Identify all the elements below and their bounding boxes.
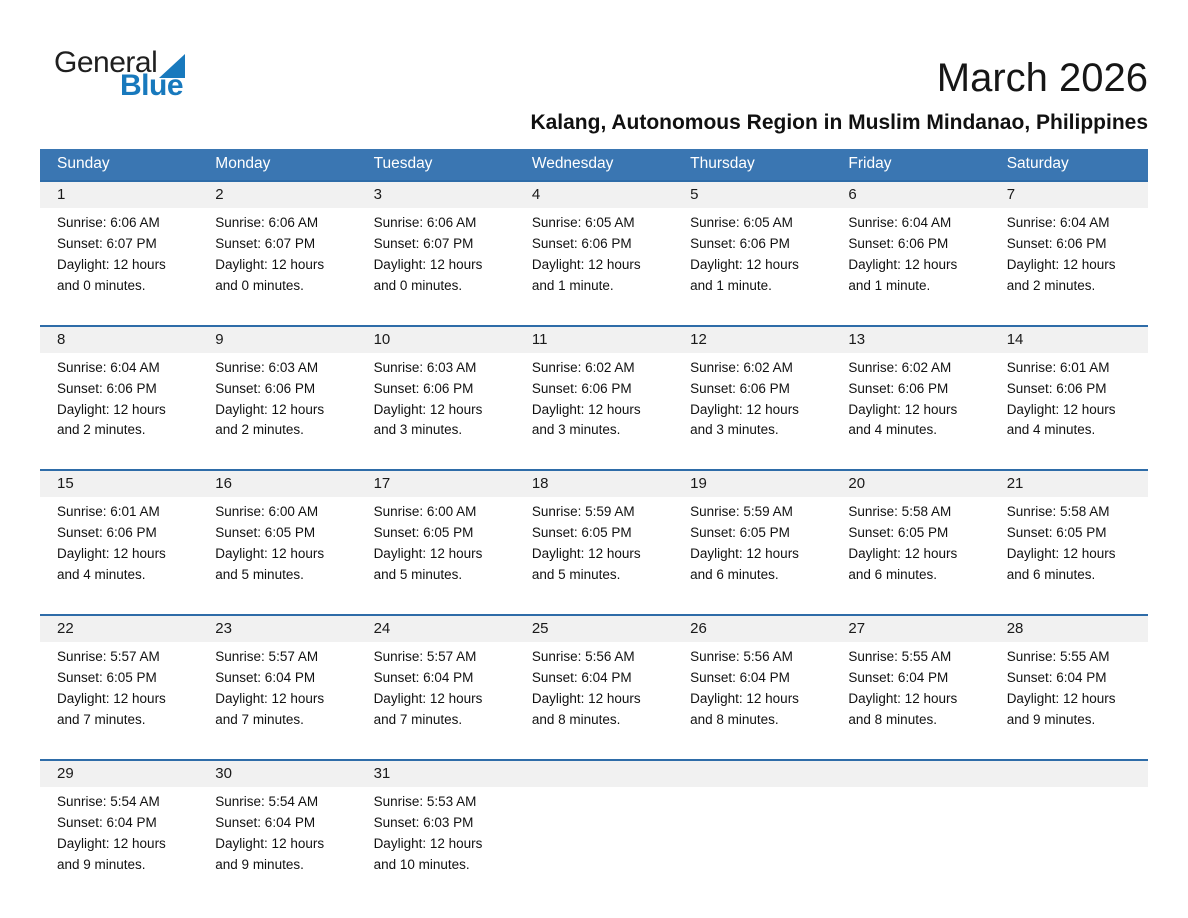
day-cell-15 [40,470,198,615]
daylight-text: Daylight: 12 hours and 10 minutes. [373,835,483,872]
day-number: 11 [515,327,673,353]
sunrise-text: Sunrise: 5:55 AM [848,649,952,665]
sunset-text: Sunset: 6:06 PM [57,525,157,541]
day-cell-14 [990,326,1148,471]
weekday-header-row [40,149,1148,181]
day-number: 12 [673,327,831,353]
sunrise-text: Sunrise: 5:58 AM [848,504,952,520]
day-number: 2 [198,182,356,208]
week-row [40,326,1148,471]
sunset-text: Sunset: 6:06 PM [1006,235,1107,251]
day-details [40,208,198,325]
day-cell-11 [515,326,673,471]
sunrise-text: Sunrise: 6:05 AM [531,215,635,230]
day-number-empty [515,761,673,787]
day-details [831,353,989,470]
daylight-text: Daylight: 12 hours and 8 minutes. [848,690,958,727]
sunset-text: Sunset: 6:07 PM [215,235,316,251]
week-row [40,181,1148,326]
daylight-text: Daylight: 12 hours and 0 minutes. [373,256,483,293]
day-number: 26 [673,616,831,642]
sunrise-text: Sunrise: 6:02 AM [690,359,793,375]
day-number: 3 [357,182,515,208]
day-number: 22 [40,616,198,642]
day-details [831,642,989,759]
weekday-header-monday: Monday [198,149,356,181]
sunrise-text: Sunrise: 6:06 AM [215,215,319,230]
daylight-text: Daylight: 12 hours and 5 minutes. [215,546,325,583]
day-details [990,497,1148,614]
day-number: 27 [831,616,989,642]
day-number: 9 [198,327,356,353]
daylight-text: Daylight: 12 hours and 5 minutes. [373,546,483,583]
day-cell-8 [40,326,198,471]
day-details [515,208,673,325]
sunrise-text: Sunrise: 6:00 AM [215,504,319,520]
day-details [673,353,831,470]
day-details [831,497,989,614]
daylight-text: Daylight: 12 hours and 9 minutes. [57,835,166,872]
day-number: 18 [515,471,673,497]
sunrise-text: Sunrise: 6:02 AM [848,359,952,375]
day-number: 29 [40,761,198,787]
daylight-text: Daylight: 12 hours and 9 minutes. [215,835,325,872]
daylight-text: Daylight: 12 hours and 9 minutes. [1006,690,1116,727]
day-details [357,208,515,325]
sunset-text: Sunset: 6:06 PM [848,235,949,251]
sunset-text: Sunset: 6:07 PM [373,235,474,251]
weekday-header-sunday: Sunday [40,149,198,181]
day-cell-25 [515,615,673,760]
sunset-text: Sunset: 6:07 PM [57,235,157,251]
day-cell-27 [831,615,989,760]
daylight-text: Daylight: 12 hours and 2 minutes. [57,401,166,438]
sunrise-text: Sunrise: 5:53 AM [373,793,477,809]
week-row [40,760,1148,904]
day-number-empty [831,761,989,787]
day-cell-28 [990,615,1148,760]
day-number: 19 [673,471,831,497]
sunrise-text: Sunrise: 6:03 AM [373,359,477,375]
sunset-text: Sunset: 6:06 PM [215,380,316,396]
weekday-header-thursday: Thursday [673,149,831,181]
page-header [40,0,1148,101]
daylight-text: Daylight: 12 hours and 6 minutes. [848,546,958,583]
daylight-text: Daylight: 12 hours and 4 minutes. [848,401,958,438]
sunrise-text: Sunrise: 5:59 AM [690,504,793,520]
sunrise-text: Sunrise: 6:04 AM [57,359,160,375]
day-details [198,208,356,325]
sunrise-text: Sunrise: 5:54 AM [57,793,160,809]
day-details [40,642,198,759]
weekday-header-friday: Friday [831,149,989,181]
sunrise-text: Sunrise: 5:58 AM [1006,504,1110,520]
day-details [673,497,831,614]
day-cell-9 [198,326,356,471]
daylight-text: Daylight: 12 hours and 3 minutes. [531,401,641,438]
day-cell-empty [515,760,673,904]
day-details [198,353,356,470]
day-cell-23 [198,615,356,760]
day-details [831,208,989,325]
calendar-header [40,149,1148,181]
sunset-text: Sunset: 6:03 PM [373,814,474,830]
sunset-text: Sunset: 6:05 PM [57,669,157,685]
day-number-empty [990,761,1148,787]
day-number: 7 [990,182,1148,208]
day-cell-31 [357,760,515,904]
day-cell-empty [673,760,831,904]
sunset-text: Sunset: 6:06 PM [57,380,157,396]
sunset-text: Sunset: 6:06 PM [848,380,949,396]
sunrise-text: Sunrise: 6:06 AM [57,215,160,230]
daylight-text: Daylight: 12 hours and 5 minutes. [531,546,641,583]
sunrise-text: Sunrise: 6:03 AM [215,359,319,375]
day-cell-26 [673,615,831,760]
day-number: 17 [357,471,515,497]
calendar-body [40,181,1148,903]
day-number: 23 [198,616,356,642]
sunset-text: Sunset: 6:05 PM [531,525,632,541]
day-cell-empty [831,760,989,904]
day-cell-19 [673,470,831,615]
day-number-empty [673,761,831,787]
day-cell-10 [357,326,515,471]
logo-word-general: General [54,46,158,79]
weekday-header-saturday: Saturday [990,149,1148,181]
daylight-text: Daylight: 12 hours and 0 minutes. [215,256,325,293]
sunrise-text: Sunrise: 5:54 AM [215,793,319,809]
day-details [198,787,356,904]
day-details [515,353,673,470]
sunrise-text: Sunrise: 6:00 AM [373,504,477,520]
day-number: 14 [990,327,1148,353]
logo-word-blue: Blue [120,69,184,102]
sunset-text: Sunset: 6:04 PM [531,669,632,685]
day-number: 15 [40,471,198,497]
daylight-text: Daylight: 12 hours and 4 minutes. [1006,401,1116,438]
daylight-text: Daylight: 12 hours and 7 minutes. [373,690,483,727]
day-number: 6 [831,182,989,208]
day-cell-12 [673,326,831,471]
day-cell-6 [831,181,989,326]
sunset-text: Sunset: 6:05 PM [690,525,790,541]
day-cell-empty [990,760,1148,904]
sunset-text: Sunset: 6:05 PM [373,525,474,541]
sunrise-text: Sunrise: 5:55 AM [1006,649,1110,665]
sunset-text: Sunset: 6:04 PM [690,669,790,685]
sunrise-text: Sunrise: 6:02 AM [531,359,635,375]
daylight-text: Daylight: 12 hours and 3 minutes. [373,401,483,438]
day-cell-3 [357,181,515,326]
day-details [990,208,1148,325]
daylight-text: Daylight: 12 hours and 1 minute. [690,256,799,293]
day-cell-2 [198,181,356,326]
sunset-text: Sunset: 6:06 PM [531,235,632,251]
sunrise-text: Sunrise: 6:01 AM [57,504,160,520]
day-cell-22 [40,615,198,760]
day-number: 10 [357,327,515,353]
sunset-text: Sunset: 6:04 PM [373,669,474,685]
day-details [357,497,515,614]
day-cell-5 [673,181,831,326]
sunrise-text: Sunrise: 6:04 AM [848,215,952,230]
day-number: 1 [40,182,198,208]
daylight-text: Daylight: 12 hours and 2 minutes. [215,401,325,438]
sunset-text: Sunset: 6:04 PM [1006,669,1107,685]
day-details [673,208,831,325]
day-details [673,642,831,759]
day-details [990,642,1148,759]
sunset-text: Sunset: 6:04 PM [215,814,316,830]
day-details [357,353,515,470]
day-number: 8 [40,327,198,353]
day-cell-20 [831,470,989,615]
day-details [40,353,198,470]
day-details [198,642,356,759]
day-cell-29 [40,760,198,904]
day-number: 24 [357,616,515,642]
location-subtitle: Kalang, Autonomous Region in Muslim Mindanao, Philippines [530,111,1148,134]
day-cell-7 [990,181,1148,326]
sunrise-text: Sunrise: 6:05 AM [690,215,793,230]
daylight-text: Daylight: 12 hours and 4 minutes. [57,546,166,583]
day-number: 5 [673,182,831,208]
day-number: 30 [198,761,356,787]
calendar-table [40,149,1148,903]
page-title: March 2026 [936,56,1148,100]
daylight-text: Daylight: 12 hours and 6 minutes. [690,546,799,583]
sunset-text: Sunset: 6:05 PM [215,525,316,541]
day-cell-17 [357,470,515,615]
weekday-header-tuesday: Tuesday [357,149,515,181]
day-details [40,497,198,614]
day-details [515,497,673,614]
week-row [40,615,1148,760]
day-number: 16 [198,471,356,497]
daylight-text: Daylight: 12 hours and 1 minute. [531,256,641,293]
day-cell-1 [40,181,198,326]
sunset-text: Sunset: 6:06 PM [1006,380,1107,396]
day-details [990,353,1148,470]
weekday-header-wednesday: Wednesday [515,149,673,181]
day-details [40,787,198,904]
daylight-text: Daylight: 12 hours and 7 minutes. [215,690,325,727]
sunrise-text: Sunrise: 5:56 AM [531,649,635,665]
day-number: 21 [990,471,1148,497]
sunset-text: Sunset: 6:04 PM [848,669,949,685]
day-cell-21 [990,470,1148,615]
daylight-text: Daylight: 12 hours and 3 minutes. [690,401,799,438]
daylight-text: Daylight: 12 hours and 0 minutes. [57,256,166,293]
sunset-text: Sunset: 6:06 PM [690,235,790,251]
daylight-text: Daylight: 12 hours and 6 minutes. [1006,546,1116,583]
sunrise-text: Sunrise: 5:57 AM [215,649,319,665]
day-number: 25 [515,616,673,642]
sunrise-text: Sunrise: 5:56 AM [690,649,793,665]
sunset-text: Sunset: 6:05 PM [1006,525,1107,541]
daylight-text: Daylight: 12 hours and 2 minutes. [1006,256,1116,293]
day-details [357,787,515,904]
day-cell-16 [198,470,356,615]
daylight-text: Daylight: 12 hours and 1 minute. [848,256,958,293]
day-number: 13 [831,327,989,353]
day-details [198,497,356,614]
sunrise-text: Sunrise: 5:57 AM [373,649,477,665]
sunset-text: Sunset: 6:06 PM [531,380,632,396]
week-row [40,470,1148,615]
day-details [357,642,515,759]
day-cell-4 [515,181,673,326]
sunset-text: Sunset: 6:05 PM [848,525,949,541]
sunset-text: Sunset: 6:04 PM [57,814,157,830]
day-number: 28 [990,616,1148,642]
day-number: 20 [831,471,989,497]
day-cell-18 [515,470,673,615]
sunset-text: Sunset: 6:06 PM [373,380,474,396]
sunrise-text: Sunrise: 5:59 AM [531,504,635,520]
day-number: 31 [357,761,515,787]
sunrise-text: Sunrise: 6:01 AM [1006,359,1110,375]
sunrise-text: Sunrise: 6:04 AM [1006,215,1110,230]
sunrise-text: Sunrise: 5:57 AM [57,649,160,665]
sunrise-text: Sunrise: 6:06 AM [373,215,477,230]
daylight-text: Daylight: 12 hours and 7 minutes. [57,690,166,727]
day-cell-13 [831,326,989,471]
day-number: 4 [515,182,673,208]
day-cell-30 [198,760,356,904]
daylight-text: Daylight: 12 hours and 8 minutes. [690,690,799,727]
daylight-text: Daylight: 12 hours and 8 minutes. [531,690,641,727]
general-blue-logo [40,48,185,101]
sunset-text: Sunset: 6:04 PM [215,669,316,685]
sunset-text: Sunset: 6:06 PM [690,380,790,396]
day-details [515,642,673,759]
day-cell-24 [357,615,515,760]
